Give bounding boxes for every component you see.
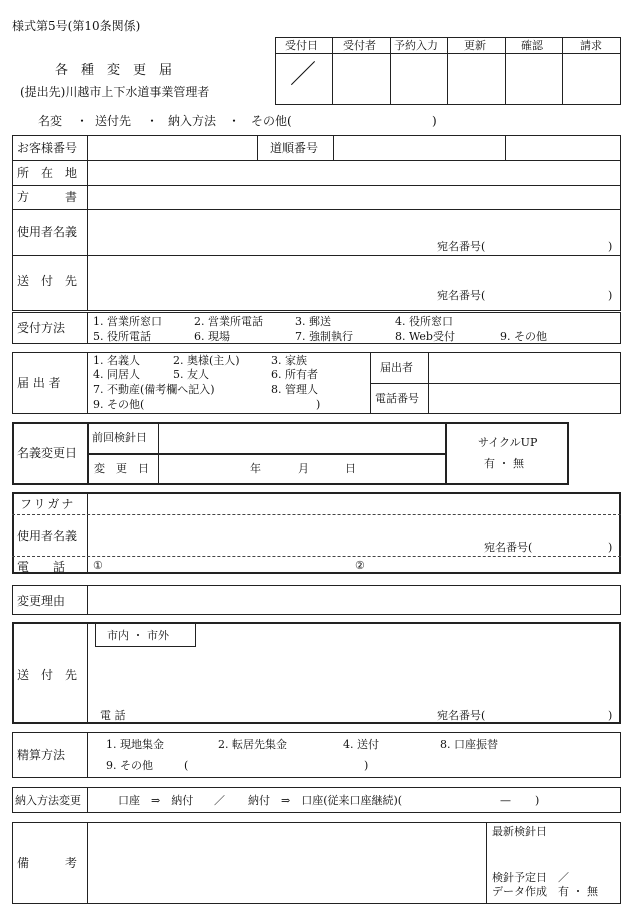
address-field[interactable] [88,161,620,184]
submit-to: (提出先)川越市上下水道事業管理者 [20,85,210,99]
customer-number-label: お客様番号 [17,141,78,155]
cycle-up-label: サイクルUP [478,436,538,449]
received-date-slash: ／ [290,60,317,90]
submitter-option[interactable]: 5. 友人 [173,368,209,381]
settlement-option[interactable]: 8. 口座振替 [440,738,498,751]
settlement-label: 精算方法 [17,748,66,762]
new-user-phone-2[interactable]: ② [355,559,365,572]
reception-option[interactable]: 4. 役所窓口 [395,315,453,328]
direction-field[interactable] [88,186,620,208]
send-phone-label: 電 話 [100,709,126,722]
submitter-phone-field[interactable] [429,384,620,413]
payment-option-account-to-payslip[interactable]: 口座 ⇒ 納付 [118,794,194,807]
customer-number-field[interactable] [88,136,256,159]
payment-change-label: 納入方法変更 [15,794,81,807]
send-section-label: 送 付 先 [17,668,78,682]
previous-reading-field[interactable] [160,424,444,452]
change-date-label: 変 更 日 [94,462,149,475]
change-type-other[interactable]: その他( [251,114,292,128]
office-header-reservation: 予約入力 [394,39,438,52]
new-user-phone-label: 電 話 [17,560,66,574]
submitter-option[interactable]: 9. その他( [93,398,145,411]
latest-reading-label: 最新検針日 [492,825,547,838]
submitter-option[interactable]: 2. 奥様(主人) [173,354,240,367]
form-number: 様式第5号(第10条関係) [12,19,141,33]
change-type-payment[interactable]: 納入方法 [168,114,217,128]
settlement-option[interactable]: 2. 転居先集金 [218,738,287,751]
reception-option[interactable]: 8. Web受付 [395,330,455,343]
reception-option[interactable]: 6. 現場 [194,330,230,343]
new-user-addressee-number-label: 宛名番号( [484,541,533,554]
cycle-up-yes-no[interactable]: 有 ・ 無 [484,457,524,470]
change-type-name[interactable]: 名変 [38,114,63,128]
change-date-day[interactable]: 日 [345,462,356,475]
furigana-label: フリガナ [20,497,76,511]
submitter-option[interactable]: 6. 所有者 [271,368,318,381]
office-header-received-date: 受付日 [285,39,318,52]
reason-label: 変更理由 [17,594,66,608]
payment-option-payslip-to-account[interactable]: 納付 ⇒ 口座(従来口座継続)( [248,794,403,807]
send-address-field[interactable] [88,650,620,705]
settlement-option[interactable]: 4. 送付 [343,738,379,751]
previous-reading-label: 前回検針日 [92,431,147,444]
reception-option[interactable]: 7. 強制執行 [295,330,353,343]
office-header-billing: 請求 [580,39,602,52]
office-header-update: 更新 [464,39,486,52]
remarks-field[interactable] [88,823,485,903]
new-user-name-field[interactable] [88,516,620,555]
send-to-field[interactable] [88,256,620,310]
submitter-option[interactable]: 8. 管理人 [271,383,318,396]
submitter-name-field[interactable] [429,353,620,382]
reception-option[interactable]: 9. その他 [500,330,547,343]
remarks-label: 備 考 [17,856,78,870]
user-name-label: 使用者名義 [17,225,78,239]
office-header-receiver: 受付者 [343,39,376,52]
reason-field[interactable] [88,586,620,614]
send-addressee-number-label: 宛名番号( [437,709,486,722]
form-title: 各 種 変 更 届 [55,63,173,78]
reception-option[interactable]: 5. 役所電話 [93,330,151,343]
reception-option[interactable]: 1. 営業所窓口 [93,315,162,328]
area-selector[interactable]: 市内 ・ 市外 [107,629,169,642]
reception-option[interactable]: 2. 営業所電話 [194,315,263,328]
submitter-option[interactable]: 1. 名義人 [93,354,140,367]
address-label: 所 在 地 [17,166,78,180]
data-created-label: データ作成 有 ・ 無 [492,885,598,898]
name-change-date-label: 名義変更日 [17,446,78,460]
new-user-phone-1[interactable]: ① [93,559,103,572]
reception-method-label: 受付方法 [17,321,66,335]
settlement-option[interactable]: 1. 現地集金 [106,738,164,751]
change-date-month[interactable]: 月 [298,462,309,475]
submitter-phone-label: 電話番号 [375,392,419,405]
submitter-label: 届 出 者 [17,376,61,390]
user-name-field[interactable] [88,210,620,254]
direction-label: 方 書 [17,190,78,204]
furigana-field[interactable] [88,494,620,513]
addressee-number-label: 宛名番号( [437,240,486,253]
send-to-label: 送 付 先 [17,274,78,288]
change-type-send-to[interactable]: 送付先 [95,114,132,128]
submitter-name-label: 届出者 [380,361,413,374]
route-number-field[interactable] [334,136,504,159]
submitter-option[interactable]: 3. 家族 [271,354,307,367]
reception-option[interactable]: 3. 郵送 [295,315,331,328]
change-date-year[interactable]: 年 [250,462,261,475]
submitter-option[interactable]: 4. 同居人 [93,368,140,381]
new-user-name-label: 使用者名義 [17,529,78,543]
submitter-option[interactable]: 7. 不動産(備考欄へ記入) [93,383,215,396]
office-header-confirm: 確認 [521,39,543,52]
send-to-addressee-number-label: 宛名番号( [437,289,486,302]
settlement-option-other[interactable]: 9. その他 [106,759,153,772]
planned-reading-label: 検針予定日 ／ [492,871,569,884]
route-number-label: 道順番号 [270,141,319,155]
